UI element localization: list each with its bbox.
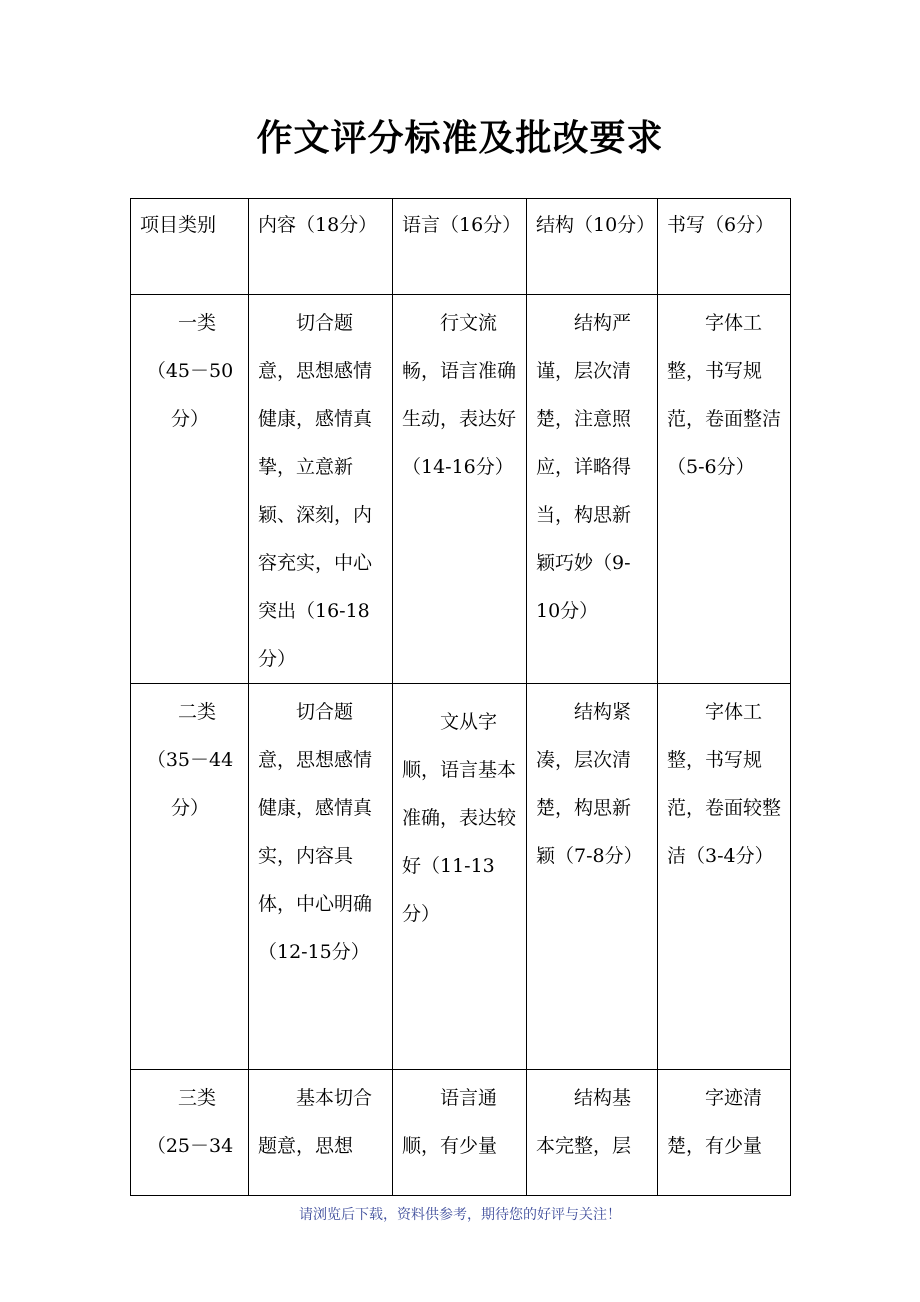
footer-note: 请浏览后下载，资料供参考，期待您的好评与关注！ [299, 1207, 621, 1223]
writing-cell: 字体工整，书写规范，卷面较整洁（3-4分） [658, 684, 791, 1070]
content-cell: 切合题意，思想感情健康，感情真挚，立意新颖、深刻，内容充实，中心突出（16-18分） [249, 295, 393, 684]
content-cell: 基本切合题意，思想 [249, 1070, 393, 1196]
writing-cell: 字体工整，书写规范，卷面整洁（5-6分） [658, 295, 791, 684]
structure-cell: 结构基本完整，层 [527, 1070, 658, 1196]
language-cell: 语言通顺，有少量 [393, 1070, 527, 1196]
header-language: 语言（16分） [393, 199, 527, 295]
table-row [131, 1070, 791, 1196]
category-range: （45－50分） [146, 360, 234, 430]
table-header-row [131, 199, 791, 295]
category-label: 三类 [178, 1087, 217, 1109]
page-title: 作文评分标准及批改要求 [256, 117, 664, 159]
category-cell [131, 684, 249, 1070]
writing-cell: 字迹清楚，有少量 [658, 1070, 791, 1196]
language-cell: 文从字顺，语言基本准确，表达较好（11-13分） [393, 684, 527, 1070]
header-structure: 结构（10分） [527, 199, 658, 295]
header-writing: 书写（6分） [658, 199, 791, 295]
category-label: 二类 [178, 701, 217, 723]
structure-cell: 结构严谨，层次清楚，注意照应，详略得当，构思新颖巧妙（9-10分） [527, 295, 658, 684]
language-cell: 行文流畅，语言准确生动，表达好（14-16分） [393, 295, 527, 684]
structure-cell: 结构紧凑，层次清楚，构思新颖（7-8分） [527, 684, 658, 1070]
category-cell [131, 1070, 249, 1196]
category-range: （35－44分） [146, 749, 234, 819]
category-label: 一类 [178, 312, 217, 334]
header-category: 项目类别 [131, 199, 249, 295]
category-range: （25－34 [146, 1135, 234, 1157]
category-cell [131, 295, 249, 684]
grading-table [130, 198, 791, 1196]
table-row [131, 295, 791, 684]
table-row [131, 684, 791, 1070]
header-content: 内容（18分） [249, 199, 393, 295]
content-cell: 切合题意，思想感情健康，感情真实，内容具体，中心明确（12-15分） [249, 684, 393, 1070]
